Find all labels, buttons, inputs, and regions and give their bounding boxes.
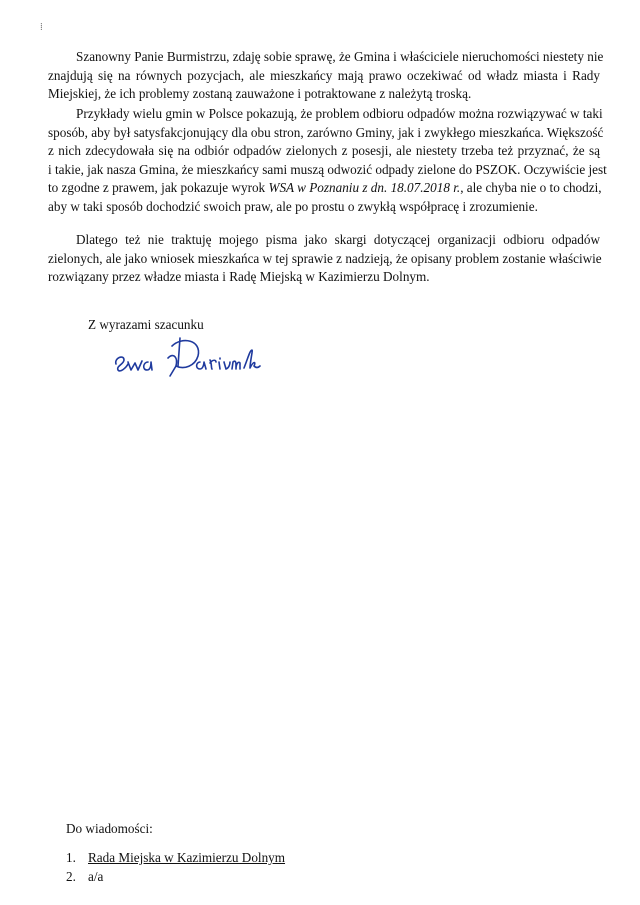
p3-line: zielonych, ale jako wniosek mieszkańca w tej sprawie z nadzieją, że opisany problem zostanie właściwie [48, 250, 602, 266]
p2-line-with-citation [48, 179, 600, 198]
p2-line: aby w taki sposób dochodzić swoich praw, ale po prostu o zwykłą współpracę i zrozumienie. [48, 198, 538, 214]
p3-line: Dlatego też nie traktuję mojego pisma jako skargi dotyczącej organizacji odbioru odpadów [76, 232, 600, 247]
p1-line: Szanowny Panie Burmistrzu, zdaję sobie sprawę, że Gmina i właściciele nieruchomości niestety nie [76, 49, 604, 64]
p2-line: i takie, jak nasza Gmina, że mieszkańcy sami muszą odwozić odpady zielone do PSZOK. Oczywiście jest [48, 161, 607, 177]
p2-line5-post: , ale chyba nie o to chodzi, [460, 180, 602, 196]
cc-title: Do wiadomości: [66, 821, 153, 836]
paragraph-3 [48, 231, 600, 287]
cc-list [66, 848, 285, 886]
paragraph-2 [48, 105, 607, 217]
closing-formula: Z wyrazami szacunku [88, 317, 204, 332]
p1-line: Miejskiej, że ich problemy zostaną zauważone i potraktowane z należytą troską. [48, 86, 472, 102]
cc-item-number: 1. [66, 850, 76, 865]
paragraph-1 [48, 48, 604, 104]
handwritten-signature [110, 322, 270, 382]
p2-line: z nich zdecydowała się na odbiór odpadów zielonych z posesji, ale niestety trzeba też przyznać, że są [48, 143, 600, 159]
p1-line: znajdują się na równych pozycjach, ale mieszkańcy mają prawo oczekiwać od władz miasta i Rady [48, 67, 600, 83]
p2-line: sposób, aby był satysfakcjonujący dla obu stron, zarówno Gminy, jak i zwykłego mieszkańca. Większość [48, 124, 604, 140]
p3-line: rozwiązany przez władze miasta i Radę Miejską w Kazimierzu Dolnym. [48, 269, 430, 285]
court-ruling-citation: WSA w Poznaniu z dn. 18.07.2018 r. [268, 180, 461, 196]
cc-item-text: Rada Miejska w Kazimierzu Dolnym [88, 850, 286, 865]
cc-item [66, 867, 285, 886]
cc-item [66, 848, 285, 867]
cc-item-number: 2. [66, 869, 76, 884]
p2-line5-pre: to zgodne z prawem, jak pokazuje wyrok [48, 180, 269, 196]
scan-mark: ⁞ [40, 22, 43, 33]
p2-line: Przykłady wielu gmin w Polsce pokazują, że problem odbioru odpadów można rozwiązywać w taki [76, 106, 603, 121]
cc-item-text: a/a [88, 869, 104, 884]
